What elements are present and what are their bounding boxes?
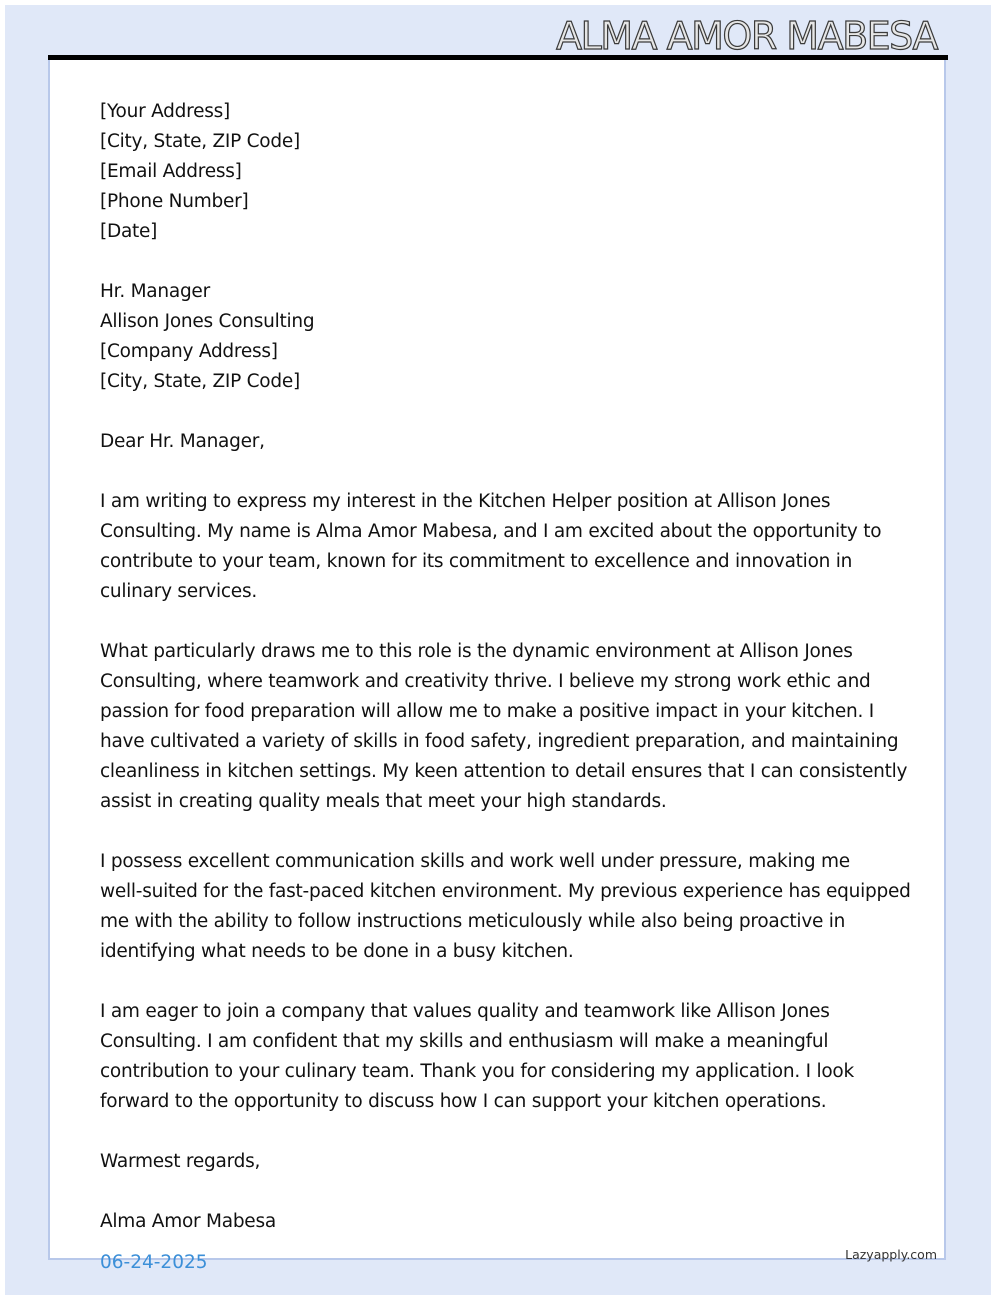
- paragraph-line: Consulting, where teamwork and creativity thrive. I believe my strong work ethic and: [100, 671, 871, 692]
- body-paragraph-1: [100, 487, 900, 607]
- paragraph-line: passion for food preparation will allow me to make a positive impact in your kitchen. I: [100, 701, 874, 722]
- signature-name: Alma Amor Mabesa: [100, 1211, 276, 1232]
- paragraph-line: I am writing to express my interest in the Kitchen Helper position at Allison Jones: [100, 491, 831, 512]
- footer-date: 06-24-2025: [100, 1252, 208, 1273]
- applicant-name-heading: ALMA AMOR MABESA: [556, 14, 937, 58]
- recipient-company: Allison Jones Consulting: [100, 311, 315, 332]
- paragraph-line: I possess excellent communication skills and work well under pressure, making me: [100, 851, 850, 872]
- paragraph-line: What particularly draws me to this role is the dynamic environment at Allison Jones: [100, 641, 853, 662]
- body-paragraph-2: [100, 637, 908, 817]
- body-paragraph-3: [100, 847, 911, 967]
- salutation: [100, 427, 900, 457]
- recipient-address-block: [100, 277, 900, 397]
- sender-date: [Date]: [100, 221, 158, 242]
- sender-city-state-zip: [City, State, ZIP Code]: [100, 131, 300, 152]
- recipient-title: Hr. Manager: [100, 281, 210, 302]
- paragraph-line: contribute to your team, known for its commitment to excellence and innovation in: [100, 551, 853, 572]
- sender-email: [Email Address]: [100, 161, 242, 182]
- closing-text: Warmest regards,: [100, 1151, 261, 1172]
- body-paragraph-4: [100, 997, 900, 1117]
- paragraph-line: forward to the opportunity to discuss how I can support your kitchen operations.: [100, 1091, 827, 1112]
- sender-phone: [Phone Number]: [100, 191, 249, 212]
- paragraph-line: well-suited for the fast-paced kitchen environment. My previous experience has equipped: [100, 881, 911, 902]
- closing: [100, 1147, 900, 1177]
- paragraph-line: I am eager to join a company that values quality and teamwork like Allison Jones: [100, 1001, 830, 1022]
- paragraph-line: me with the ability to follow instructions meticulously while also being proactive in: [100, 911, 846, 932]
- paragraph-line: assist in creating quality meals that meet your high standards.: [100, 791, 667, 812]
- footer-brand: Lazyapply.com: [845, 1247, 937, 1262]
- paragraph-line: identifying what needs to be done in a busy kitchen.: [100, 941, 574, 962]
- sender-address-block: [100, 97, 900, 247]
- paragraph-line: Consulting. My name is Alma Amor Mabesa, and I am excited about the opportunity to: [100, 521, 882, 542]
- paragraph-line: have cultivated a variety of skills in food safety, ingredient preparation, and maintaining: [100, 731, 899, 752]
- signature: [100, 1207, 900, 1237]
- cover-letter: [100, 97, 911, 1267]
- paragraph-line: Consulting. I am confident that my skills and enthusiasm will make a meaningful: [100, 1031, 829, 1052]
- paragraph-line: cleanliness in kitchen settings. My keen attention to detail ensures that I can consistently: [100, 761, 908, 782]
- salutation-text: Dear Hr. Manager,: [100, 431, 265, 452]
- recipient-address: [Company Address]: [100, 341, 278, 362]
- paragraph-line: contribution to your culinary team. Thank you for considering my application. I look: [100, 1061, 854, 1082]
- sender-address: [Your Address]: [100, 101, 230, 122]
- paragraph-line: culinary services.: [100, 581, 257, 602]
- recipient-city-state-zip: [City, State, ZIP Code]: [100, 371, 300, 392]
